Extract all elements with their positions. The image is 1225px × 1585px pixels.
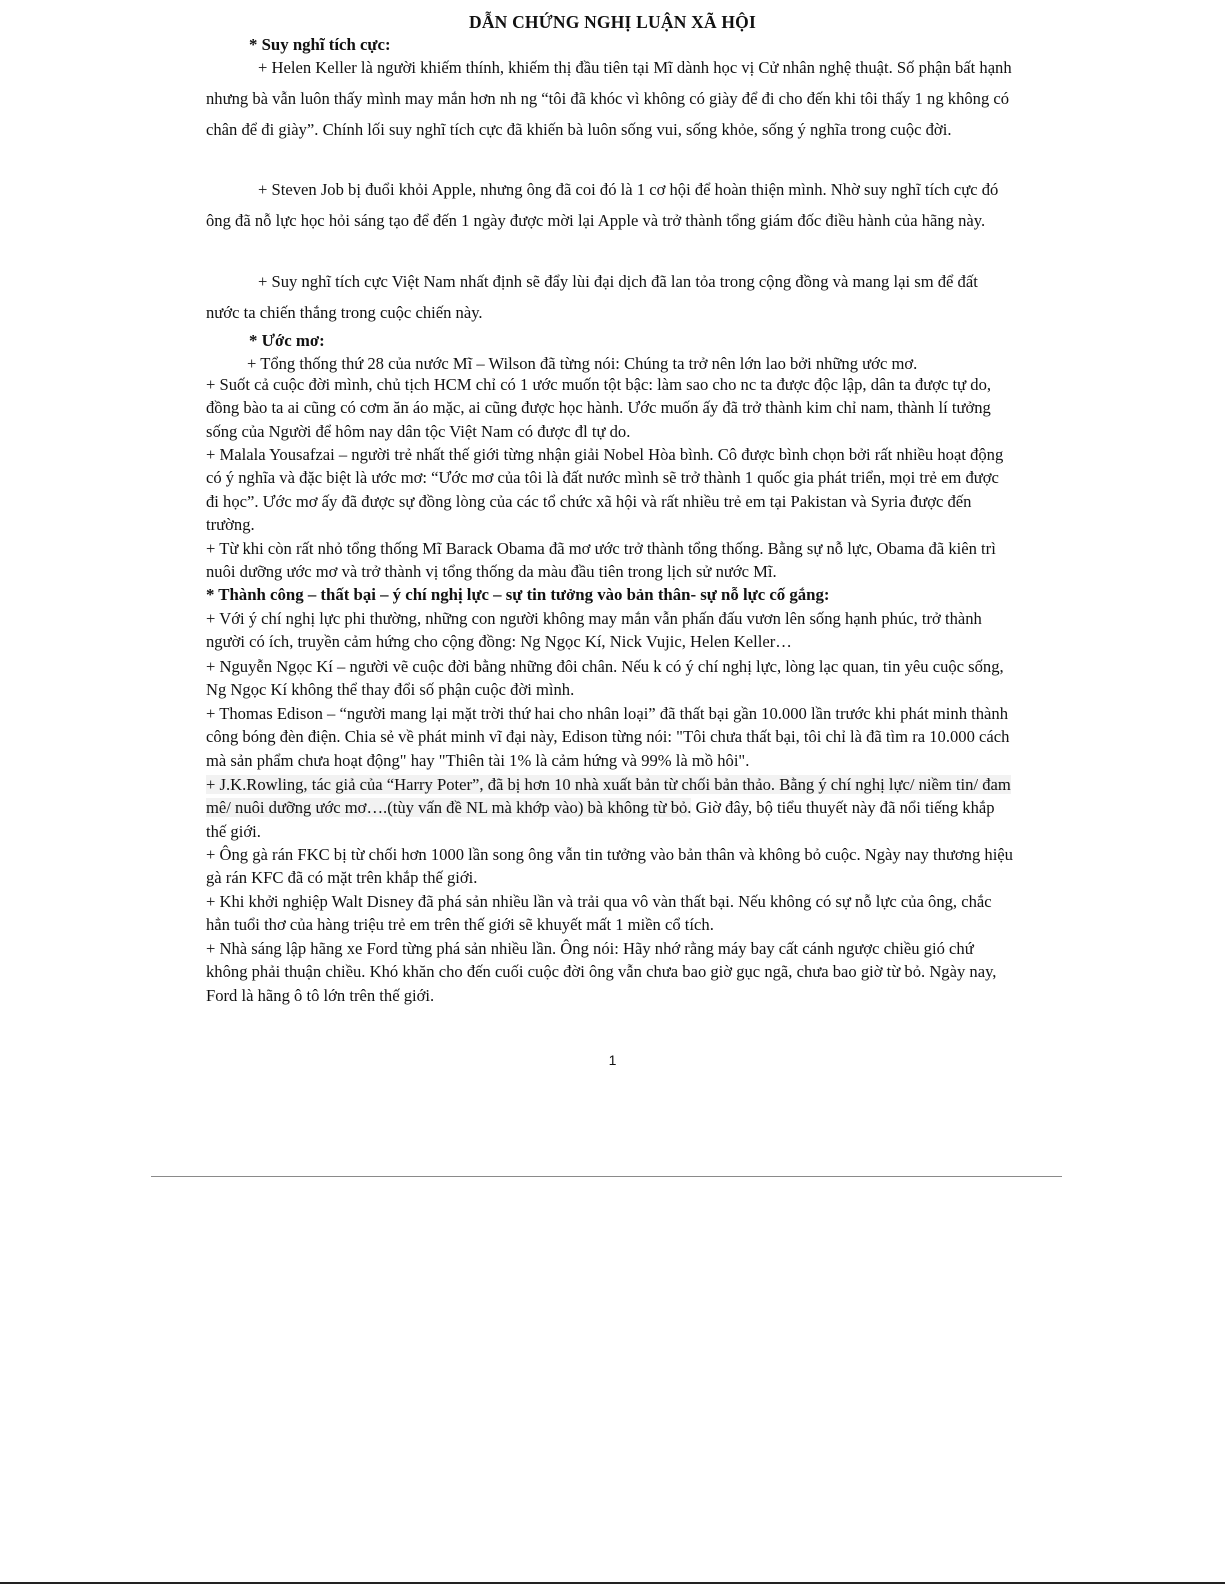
page-number: 1 [608, 1052, 617, 1068]
bottom-border [0, 1582, 1225, 1584]
paragraph-steve-jobs: + Steven Job bị đuổi khỏi Apple, nhưng ông đã coi đó là 1 cơ hội để hoàn thiện mình. Nhờ suy nghĩ tích cực đó ông đã nỗ lực học hỏi sáng tạo để đến 1 ngày được mời lại Apple và trở thành tổng giám đốc điều hành của hãng này. [206, 180, 999, 230]
paragraph-walt-disney: + Khi khởi nghiệp Walt Disney đã phá sản nhiều lần và trải qua vô vàn thất bại. Nếu không có sự nỗ lực của ông, chắc hẳn tuổi thơ của hàng triệu trẻ em trên thế giới sẽ khuyết mất 1 miền cổ tích. [206, 892, 992, 935]
paragraph-edison: + Thomas Edison – “người mang lại mặt trời thứ hai cho nhân loại” đã thất bại gần 10.000 lần trước khi phát minh thành công bóng đèn điện. Chia sẻ về phát minh vĩ đại này, Edison từng nói: "Tôi chưa thất bại, tôi chỉ là đã tìm ra 10.000 cách mà sản phẩm chưa hoạt động" hay "Thiên tài 1% là cảm hứng và 99% là mồ hôi". [206, 704, 1010, 770]
paragraph-rowling [206, 773, 1014, 843]
paragraph-malala: + Malala Yousafzai – người trẻ nhất thế giới từng nhận giải Nobel Hòa bình. Cô được bình chọn bởi rất nhiều hoạt động có ý nghĩa và đặc biệt là ước mơ: “Ước mơ của tôi là đất nước mình sẽ trở thành 1 quốc gia phát triển, mọi trẻ em được đi học”. Ước mơ ấy đã được sự đồng lòng của các tổ chức xã hội và rất nhiều trẻ em tại Pakistan và Syria được đến trường. [206, 445, 1004, 535]
section-heading-dreams: * Ước mơ: [249, 331, 325, 350]
section-heading-positive-thinking: * Suy nghĩ tích cực: [249, 35, 391, 54]
section-heading-success: * Thành công – thất bại – ý chí nghị lực – sự tin tưởng vào bản thân- sự nỗ lực cố gắng: [206, 585, 830, 604]
paragraph-ho-chi-minh: + Suốt cả cuộc đời mình, chủ tịch HCM chỉ có 1 ước muốn tột bậc: làm sao cho nc ta được độc lập, dân ta được tự do, đồng bào ta ai cũng có cơm ăn áo mặc, ai cũng được học hành. Ước muốn ấy đã trở thành kim chỉ nam, thành lí tưởng sống của Người để hôm nay dân tộc Việt Nam có được đl tự do. [206, 375, 992, 441]
paragraph-rowling-rest: Giờ đây, bộ tiểu thuyết này đã nổi tiếng khắp thế giới. [206, 798, 995, 841]
paragraph-nguyen-ngoc-ki: + Nguyễn Ngọc Kí – người vẽ cuộc đời bằng những đôi chân. Nếu k có ý chí nghị lực, lòng lạc quan, tin yêu cuộc sống, Ng Ngọc Kí không thể thay đổi số phận cuộc đời mình. [206, 657, 1004, 700]
paragraph-wilson-quote: + Tổng thống thứ 28 của nước Mĩ – Wilson đã từng nói: Chúng ta trở nên lớn lao bởi những ước mơ. [247, 354, 918, 373]
paragraph-kfc: + Ông gà rán FKC bị từ chối hơn 1000 lần song ông vẫn tin tưởng vào bản thân và không bỏ cuộc. Ngày nay thương hiệu gà rán KFC đã có mặt trên khắp thế giới. [206, 845, 1013, 888]
page-divider [151, 1176, 1062, 1177]
paragraph-helen-keller: + Helen Keller là người khiếm thính, khiếm thị đầu tiên tại Mĩ dành học vị Cử nhân nghệ thuật. Số phận bất hạnh nhưng bà vẫn luôn thấy mình may mắn hơn nh ng “tôi đã khóc vì không có giày để đi cho đến khi tôi thấy 1 ng không có chân để đi giày”. Chính lối suy nghĩ tích cực đã khiến bà luôn sống vui, sống khỏe, sống ý nghĩa trong cuộc đời. [206, 58, 1012, 139]
paragraph-vietnam-pandemic: + Suy nghĩ tích cực Việt Nam nhất định sẽ đẩy lùi đại dịch đã lan tỏa trong cộng đồng và mang lại sm để đất nước ta chiến thắng trong cuộc chiến này. [206, 272, 978, 322]
document-title: DẪN CHỨNG NGHỊ LUẬN XÃ HỘI [469, 12, 756, 32]
paragraph-ford: + Nhà sáng lập hãng xe Ford từng phá sản nhiều lần. Ông nói: Hãy nhớ rằng máy bay cất cánh ngược chiều gió chứ không phải thuận chiều. Khó khăn cho đến cuối cuộc đời ông vẫn chưa bao giờ gục ngã, chưa bao giờ từ bỏ. Ngày nay, Ford là hãng ô tô lớn trên thế giới. [206, 939, 997, 1005]
highlighted-text: + J.K.Rowling, tác giả của “Harry Poter”, đã bị hơn 10 nhà xuất bản từ chối bản thảo. Bằng ý chí nghị lực/ niềm tin/ đam mê/ nuôi dưỡng ước mơ….(tùy vấn đề NL mà khớp vào) bà không từ bỏ. [206, 775, 1011, 818]
paragraph-obama: + Từ khi còn rất nhỏ tổng thống Mĩ Barack Obama đã mơ ước trở thành tổng thống. Bằng sự nỗ lực, Obama đã kiên trì nuôi dưỡng ước mơ và trở thành vị tổng thống da màu đầu tiên trong lịch sử nước Mĩ. [206, 539, 996, 582]
paragraph-willpower: + Với ý chí nghị lực phi thường, những con người không may mắn vẫn phấn đấu vươn lên sống hạnh phúc, trở thành người có ích, truyền cảm hứng cho cộng đồng: Ng Ngọc Kí, Nick Vujic, Helen Keller… [206, 609, 982, 652]
